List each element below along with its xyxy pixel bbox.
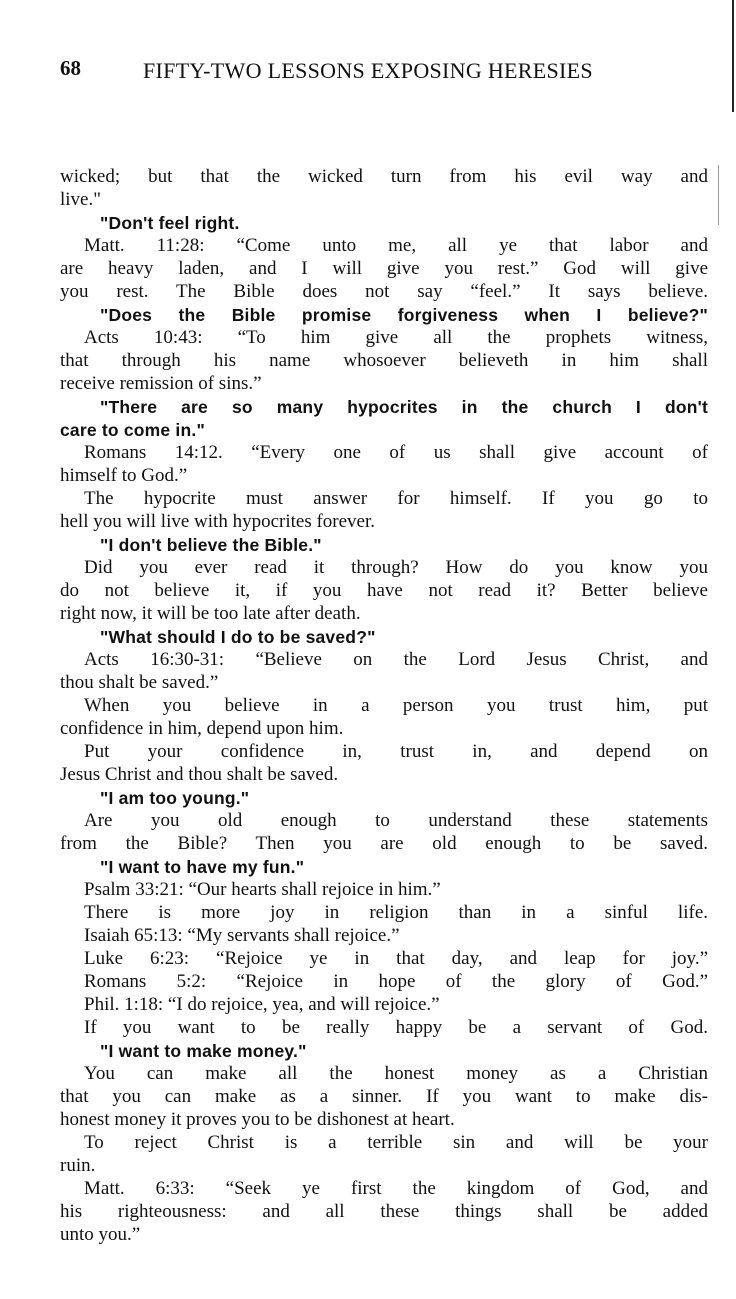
question-heading-line: "I want to have my fun." — [100, 857, 305, 877]
text-line: receive remission of sins.” — [60, 373, 262, 394]
text-line: himself to God.” — [60, 465, 188, 486]
text-line: Acts 10:43: “To him give all the prophets witness, — [84, 327, 708, 348]
text-line: Romans 14:12. “Every one of us shall give account of — [84, 442, 708, 463]
text-line: right now, it will be too late after death. — [60, 603, 361, 624]
text-line: from the Bible? Then you are old enough to be saved. — [60, 833, 708, 854]
running-title: FIFTY-TWO LESSONS EXPOSING HERESIES — [143, 58, 593, 83]
text-line: Are you old enough to understand these statements — [84, 810, 708, 831]
text-line: that through his name whosoever believeth in him shall — [60, 350, 708, 371]
page-edge-line — [732, 0, 734, 112]
text-line: To reject Christ is a terrible sin and will be your — [84, 1132, 708, 1153]
text-line: live." — [60, 189, 101, 210]
question-heading-line: "I don't believe the Bible." — [100, 535, 322, 555]
text-line: There is more joy in religion than in a sinful life. — [84, 902, 708, 923]
text-line: unto you.” — [60, 1224, 141, 1245]
text-line: Luke 6:23: “Rejoice ye in that day, and leap for joy.” — [84, 948, 708, 969]
text-line: Phil. 1:18: “I do rejoice, yea, and will rejoice.” — [84, 994, 440, 1015]
text-line: Jesus Christ and thou shalt be saved. — [60, 764, 339, 785]
text-line: confidence in him, depend upon him. — [60, 718, 344, 739]
text-line: wicked; but that the wicked turn from his evil way and — [60, 166, 708, 187]
text-line: Matt. 11:28: “Come unto me, all ye that labor and — [84, 235, 708, 256]
text-line: The hypocrite must answer for himself. If you go to — [84, 488, 708, 509]
question-heading-line: "What should I do to be saved?" — [100, 627, 376, 647]
question-heading-line: "I want to make money." — [100, 1041, 307, 1061]
text-line: Psalm 33:21: “Our hearts shall rejoice in him.” — [84, 879, 441, 900]
text-line: Put your confidence in, trust in, and depend on — [84, 741, 708, 762]
text-line: thou shalt be saved.” — [60, 672, 219, 693]
question-heading-line: "Does the Bible promise forgiveness when I believe?" — [100, 305, 708, 325]
text-line: his righteousness: and all these things shall be added — [60, 1201, 708, 1222]
question-heading-line: "I am too young." — [100, 788, 250, 808]
scan-artifact-line — [718, 165, 719, 225]
text-line: Isaiah 65:13: “My servants shall rejoice.” — [84, 925, 400, 946]
text-line: Matt. 6:33: “Seek ye first the kingdom of God, and — [84, 1178, 708, 1199]
text-line: that you can make as a sinner. If you want to make dis- — [60, 1086, 708, 1107]
text-line: hell you will live with hypocrites forever. — [60, 511, 376, 532]
text-line: are heavy laden, and I will give you rest.” God will give — [60, 258, 708, 279]
question-heading-line: "Don't feel right. — [100, 213, 240, 233]
text-line: Did you ever read it through? How do you know you — [84, 557, 708, 578]
text-line: You can make all the honest money as a Christian — [84, 1063, 708, 1084]
page-number: 68 — [60, 56, 81, 80]
question-heading-line: "There are so many hypocrites in the church I don't — [100, 397, 708, 417]
text-line: ruin. — [60, 1155, 96, 1176]
text-line: honest money it proves you to be dishonest at heart. — [60, 1109, 455, 1130]
text-line: you rest. The Bible does not say “feel.” It says believe. — [60, 281, 708, 302]
question-heading-line: care to come in." — [60, 420, 205, 440]
text-line: Acts 16:30-31: “Believe on the Lord Jesus Christ, and — [84, 649, 708, 670]
text-line: Romans 5:2: “Rejoice in hope of the glory of God.” — [84, 971, 708, 992]
text-line: do not believe it, if you have not read it? Better believe — [60, 580, 708, 601]
text-line: When you believe in a person you trust him, put — [84, 695, 708, 716]
text-line: If you want to be really happy be a servant of God. — [84, 1017, 708, 1038]
